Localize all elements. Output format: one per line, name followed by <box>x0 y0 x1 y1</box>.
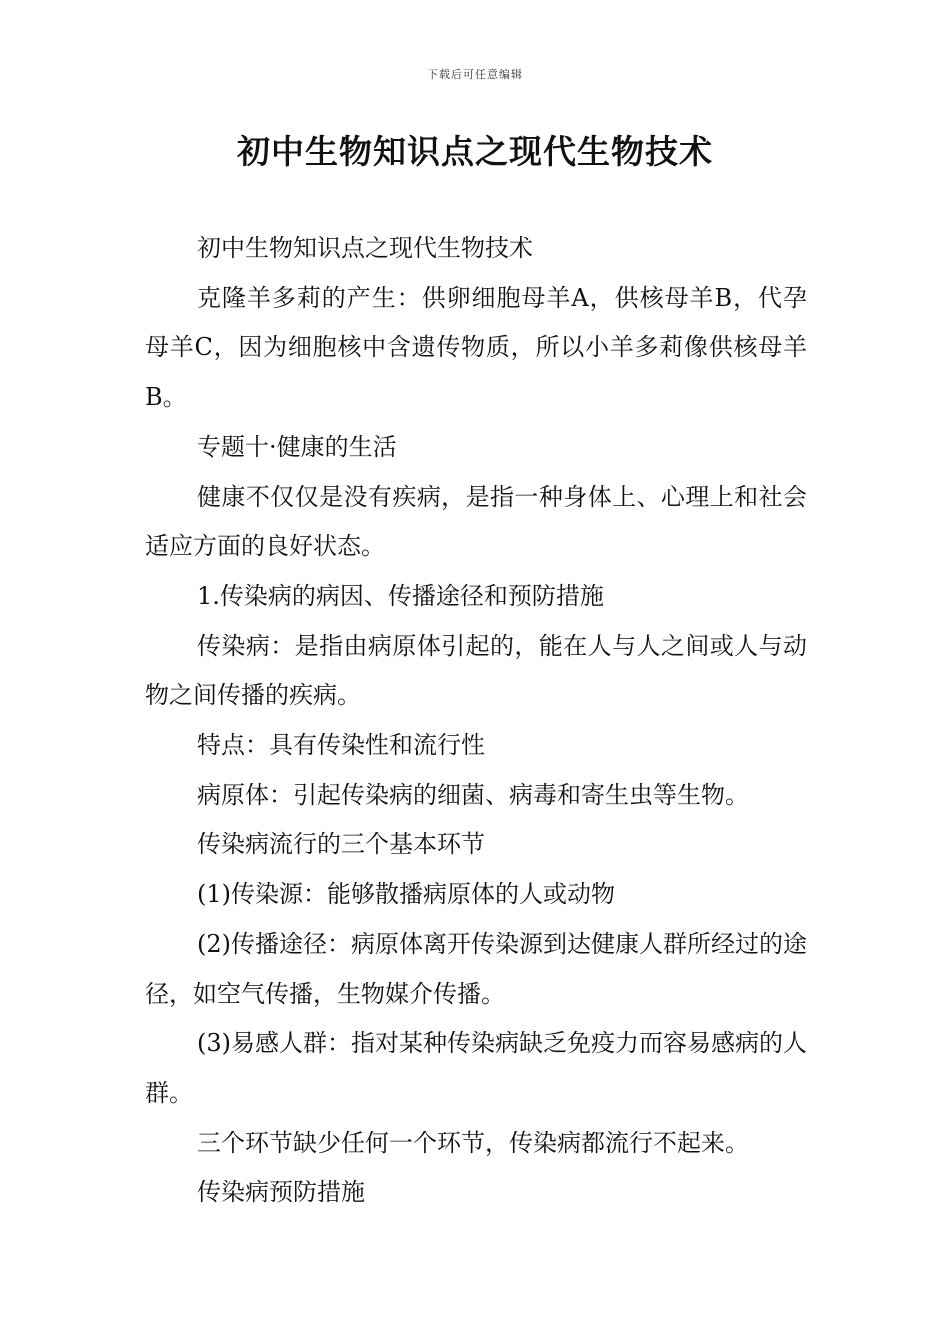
section-heading-healthy-life: 专题十·健康的生活 <box>197 432 397 461</box>
paragraph-subtitle: 初中生物知识点之现代生物技术 <box>197 234 533 262</box>
paragraph-link-summary: 三个环节缺少任何一个环节，传染病都流行不起来。 <box>197 1128 749 1157</box>
list-item-transmission-route: (2)传播途径：病原体离开传染源到达健康人群所经过的途径，如空气传播，生物媒介传播。 <box>145 929 807 1008</box>
paragraph-characteristics: 特点：具有传染性和流行性 <box>197 731 485 760</box>
paragraph-infectious-definition: 传染病：是指由病原体引起的，能在人与人之间或人与动物之间传播的疾病。 <box>145 631 807 710</box>
list-item-infection-source: (1)传染源：能够散播病原体的人或动物 <box>197 880 615 909</box>
paragraph-three-links: 传染病流行的三个基本环节 <box>197 830 485 859</box>
document-body <box>145 224 807 1218</box>
paragraph-health-definition: 健康不仅仅是没有疾病，是指一种身体上、心理上和社会适应方面的良好状态。 <box>145 482 807 561</box>
paragraph-pathogen: 病原体：引起传染病的细菌、病毒和寄生虫等生物。 <box>197 780 749 809</box>
paragraph-cloning: 克隆羊多莉的产生：供卵细胞母羊A，供核母羊B，代孕母羊C，因为细胞核中含遗传物质，所以小羊多莉像供核母羊B。 <box>145 283 807 412</box>
page-header-note: 下载后可任意编辑 <box>427 68 523 81</box>
paragraph-prevention-heading: 传染病预防措施 <box>197 1178 365 1207</box>
list-item-susceptible-population: (3)易感人群：指对某种传染病缺乏免疫力而容易感病的人群。 <box>145 1029 807 1107</box>
section-heading-infectious-disease: 1.传染病的病因、传播途径和预防措施 <box>197 581 604 610</box>
document-title: 初中生物知识点之现代生物技术 <box>237 132 713 171</box>
